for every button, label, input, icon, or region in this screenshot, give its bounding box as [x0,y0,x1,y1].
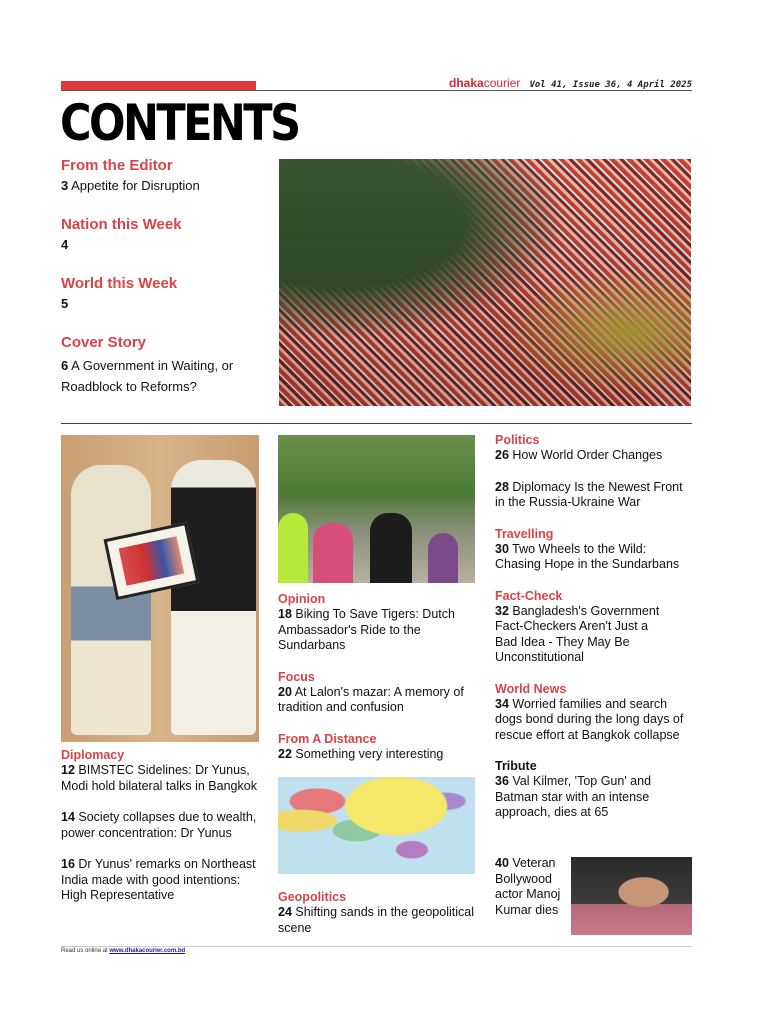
section-heading: From the Editor [61,157,173,174]
brand-logo-light: courier [483,76,521,90]
section-from-the-editor [61,157,271,194]
entry-title: Diplomacy Is the Newest Front in the Russia-Ukraine War [495,479,683,509]
section-heading: World News [495,681,567,696]
toc-entry[interactable] [495,480,695,511]
column-middle [278,592,478,762]
toc-entry[interactable] [278,905,478,936]
person-figure [171,460,256,735]
toc-entry[interactable] [278,747,478,763]
section-heading: Focus [278,669,315,684]
page-number: 28 [495,479,509,494]
section-cover-story [61,334,271,397]
page-number: 36 [495,774,509,788]
page-number: 30 [495,541,509,556]
page-number: 34 [495,696,509,711]
section-heading: Politics [495,433,540,447]
toc-entry[interactable] [495,448,695,464]
section-heading: Fact-Check [495,588,563,603]
section-nation-this-week [61,216,271,253]
toc-entry[interactable] [61,178,271,194]
rider-figure [428,533,458,583]
entry-title: At Lalon's mazar: A memory of tradition and confusion [278,684,464,714]
page-number: 6 [61,358,69,373]
footer-text: Read us online at [61,948,108,954]
toc-entry[interactable] [495,856,567,918]
section-heading: World this Week [61,275,178,292]
page-number: 18 [278,607,292,621]
entry-title: Society collapses due to wealth, power concentration: Dr Yunus [61,810,257,840]
masthead [449,76,692,90]
section-divider [61,423,692,424]
entry-title: BIMSTEC Sidelines: Dr Yunus, Modi hold bilateral talks in Bangkok [61,763,257,793]
page-number: 14 [61,810,75,824]
toc-entry[interactable] [61,296,271,312]
entry-title: How World Order Changes [512,448,663,462]
section-world-this-week [61,275,271,312]
entry-title: Val Kilmer, 'Top Gun' and Batman star with an intense approach, dies at 65 [495,774,652,819]
rider-figure [278,513,308,583]
column-diplomacy [61,748,261,904]
page-number: 3 [61,178,69,193]
toc-entry[interactable] [278,607,478,654]
page-number: 16 [61,857,75,871]
section-heading: Opinion [278,592,326,606]
page-number: 26 [495,448,509,462]
page-number: 32 [495,603,509,618]
section-heading: From A Distance [278,731,377,746]
geopolitics-map-photo [278,777,475,874]
section-heading: Travelling [495,526,554,541]
section-heading: Cover Story [61,334,147,351]
page-number: 12 [61,763,75,777]
entry-title: Veteran Bollywood actor Manoj Kumar dies [495,856,561,917]
header-rule [61,90,692,91]
column-right-last [495,856,567,918]
entry-title: Something very interesting [295,746,444,761]
entry-title: Bangladesh's Government Fact-Checkers Aren't Just a Bad Idea - They May Be Unconstitutional [495,603,660,664]
section-heading: Diplomacy [61,748,125,762]
opinion-photo [278,435,475,583]
toc-entry[interactable] [61,810,261,841]
page-number: 24 [278,905,292,919]
entry-title: Biking To Save Tigers: Dutch Ambassador's Ride to the Sundarbans [278,607,455,652]
entry-title: Shifting sands in the geopolitical scene [278,905,474,935]
cover-story-photo [279,159,691,406]
diplomacy-photo [61,435,259,742]
toc-entry[interactable] [61,763,261,794]
section-heading: Nation this Week [61,216,182,233]
page-number: 5 [61,296,69,311]
page-number: 20 [278,684,292,699]
column-middle-bottom [278,890,478,936]
entry-title: Two Wheels to the Wild: Chasing Hope in the Sundarbans [495,541,680,571]
top-sections [61,157,271,419]
toc-entry[interactable] [61,355,271,397]
page-number: 22 [278,746,292,761]
entry-title: Dr Yunus' remarks on Northeast India made with good intentions: High Representative [61,857,256,902]
entry-title: A Government in Waiting, or Roadblock to Reforms? [61,358,234,394]
brand-logo-bold: dhaka [449,76,484,90]
person-figure [71,465,151,735]
toc-entry[interactable] [495,542,695,573]
page-number: 4 [61,237,69,252]
page-title: CONTENTS [60,94,299,152]
issue-info: Vol 41, Issue 36, 4 April 2025 [529,80,692,90]
toc-entry[interactable] [278,685,478,716]
rider-figure [313,523,353,583]
section-heading: Geopolitics [278,890,347,904]
footer [61,948,185,954]
section-heading: Tribute [495,759,537,773]
page-number: 40 [495,856,509,870]
rider-figure [370,513,412,583]
entry-title: Appetite for Disruption [71,178,200,193]
footer-rule [61,946,692,947]
website-link[interactable]: www.dhakacourier.com.bd [109,948,186,954]
tribute-photo [571,857,692,935]
column-right [495,433,695,821]
toc-entry[interactable] [61,857,261,904]
toc-entry[interactable] [61,237,271,253]
toc-entry[interactable] [495,774,695,821]
toc-entry[interactable] [495,604,670,666]
toc-entry[interactable] [495,697,695,744]
entry-title: Worried families and search dogs bond during the long days of rescue effort at Bangkok collapse [495,696,684,742]
